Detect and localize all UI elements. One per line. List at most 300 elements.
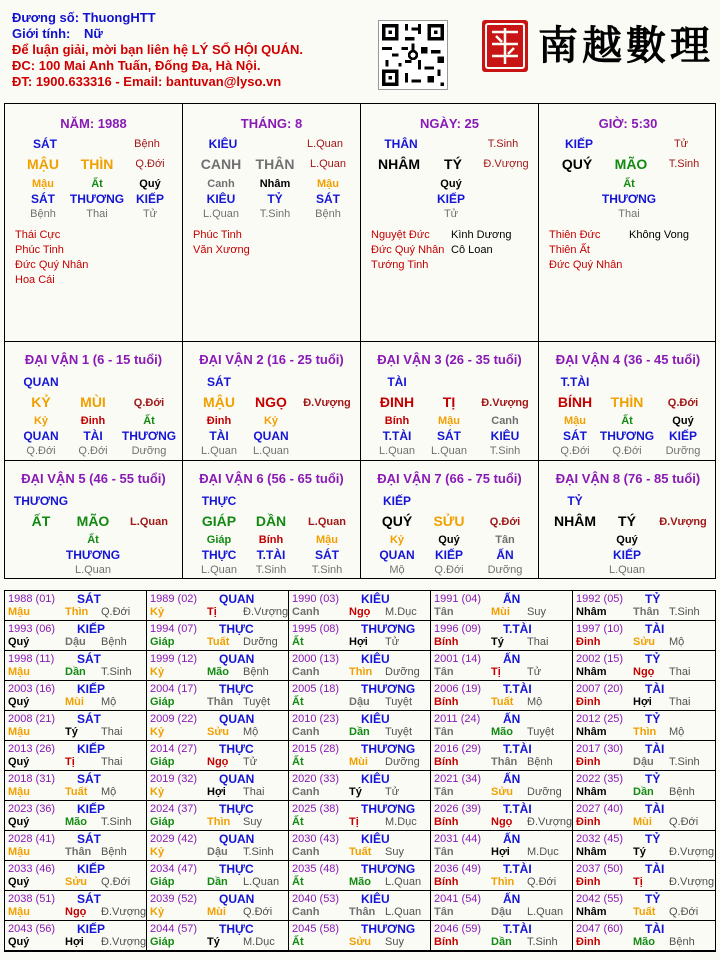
star-item: Đức Quý Nhân (15, 259, 89, 271)
year-chi: Tý (207, 936, 220, 948)
year-life: M.Dục (385, 606, 417, 618)
year-god: THỰC (219, 862, 254, 876)
year-god: T.TÀI (503, 862, 532, 876)
dai-van-title: ĐẠI VẬN 5 (46 - 55 tuổi) (21, 471, 166, 486)
year-can: Canh (292, 906, 320, 918)
dai-van-title: ĐẠI VẬN 1 (6 - 15 tuổi) (24, 352, 163, 367)
year-chi: Dần (65, 666, 86, 678)
hidden-god: QUAN (253, 429, 289, 443)
hidden-can: Canh (207, 178, 235, 190)
hidden-life: L.Quan (200, 564, 238, 576)
dai-van-god: QUAN (23, 375, 59, 389)
year-cell (5, 651, 147, 681)
year-cell (573, 621, 715, 651)
year-life: Mộ (243, 726, 259, 738)
year-cell (289, 681, 431, 711)
year-chi: Thìn (491, 876, 515, 888)
hidden-can: Đinh (80, 415, 106, 427)
year-god: KIẾP (77, 922, 106, 936)
dai-van-chi: DẦN (255, 513, 287, 529)
year-life: Đ.Vượng (101, 936, 147, 948)
hidden-god: T.TÀI (382, 429, 412, 443)
hidden-god: THƯƠNG (69, 192, 125, 206)
year-life: Thai (669, 696, 691, 708)
hidden-can: Mậu (32, 178, 54, 190)
year-chi: Thân (349, 906, 376, 918)
pillar-chi: THÂN (255, 156, 295, 172)
year-life: Đ.Vượng (243, 606, 289, 618)
contact-line-2: ĐC: 100 Mai Anh Tuấn, Đống Đa, Hà Nội. (12, 58, 261, 73)
year-god: QUAN (219, 652, 255, 666)
year-god: ẤN (503, 772, 521, 786)
year-cell (431, 591, 573, 621)
year-label: 2023 (36) (8, 803, 56, 815)
year-god: ẤN (503, 652, 521, 666)
four-pillars (4, 103, 716, 342)
year-god: TỶ (645, 892, 661, 906)
year-cell (289, 891, 431, 921)
year-label: 2010 (23) (292, 713, 340, 725)
year-life: Q.Đới (243, 906, 273, 918)
hidden-god: KIẾP (436, 192, 466, 206)
year-god: ẤN (503, 832, 521, 846)
year-cell (147, 591, 289, 621)
star-item: Không Vong (629, 229, 689, 241)
year-chi: Tuất (633, 906, 656, 918)
hidden-god: KIÊU (490, 429, 520, 443)
year-life: Mộ (527, 696, 543, 708)
year-life: Mộ (101, 696, 117, 708)
year-god: TÀI (645, 862, 665, 876)
year-life: Bệnh (243, 666, 269, 678)
year-can: Đinh (576, 696, 601, 708)
year-god: KIÊU (361, 892, 390, 906)
year-label: 2013 (26) (8, 743, 56, 755)
pillar-top-life: Bệnh (134, 138, 160, 150)
year-chi: Sửu (349, 936, 372, 948)
year-can: Mậu (8, 846, 30, 858)
year-chi: Mùi (633, 816, 652, 828)
hidden-life: Thai (618, 208, 640, 220)
year-label: 2047 (60) (576, 923, 624, 935)
year-god: ẤN (503, 712, 521, 726)
dai-van-life: Đ.Vượng (481, 397, 529, 409)
hidden-can: Kỷ (263, 415, 279, 427)
year-chi: Thìn (207, 816, 231, 828)
year-chi: Dần (633, 786, 654, 798)
year-cell (431, 831, 573, 861)
hidden-life: L.Quan (202, 208, 240, 220)
stars-left (193, 228, 250, 258)
year-can: Đinh (576, 636, 601, 648)
hidden-can: Quý (672, 415, 694, 427)
year-life: Thai (527, 636, 549, 648)
year-cell (5, 801, 147, 831)
year-can: Bính (434, 756, 459, 768)
dai-van-life: Đ.Vượng (659, 516, 707, 528)
dai-van-5 (5, 461, 183, 579)
year-god: THỰC (219, 622, 254, 636)
year-god: THỰC (219, 682, 254, 696)
dai-van-god: TỶ (567, 494, 583, 508)
hidden-god: THỰC (201, 548, 237, 562)
year-label: 2018 (31) (8, 773, 56, 785)
year-god: THƯƠNG (361, 742, 416, 756)
year-chi: Hợi (207, 786, 226, 798)
year-chi: Tuất (207, 636, 230, 648)
dai-van-chi: TỊ (442, 394, 456, 410)
year-label: 2027 (40) (576, 803, 624, 815)
pillar-title: NGÀY: 25 (420, 116, 479, 131)
pillar-top-life: T.Sinh (487, 138, 519, 150)
hidden-life: Bệnh (30, 208, 56, 220)
year-life: Đ.Vượng (527, 816, 573, 828)
year-life: Tuyệt (385, 696, 413, 708)
year-god: SÁT (77, 592, 101, 606)
gender-value: Nữ (83, 26, 103, 41)
year-god: T.TÀI (503, 742, 532, 756)
dai-van-title: ĐẠI VẬN 7 (66 - 75 tuổi) (377, 471, 522, 486)
year-can: Tân (434, 606, 454, 618)
year-chi: Mùi (349, 756, 368, 768)
year-can: Mậu (8, 606, 30, 618)
year-cell (5, 861, 147, 891)
hidden-life: L.Quan (200, 445, 238, 457)
hidden-god: KIẾP (135, 192, 165, 206)
year-god: TÀI (645, 802, 665, 816)
year-label: 2045 (58) (292, 923, 340, 935)
year-chi: Mão (65, 816, 87, 828)
hidden-can: Mậu (317, 178, 339, 190)
pillar-title: NĂM: 1988 (60, 116, 127, 131)
year-life: L.Quan (385, 906, 422, 918)
year-label: 2015 (28) (292, 743, 340, 755)
star-item: Thái Cực (15, 229, 61, 241)
year-label: 2039 (52) (150, 893, 198, 905)
star-item: Tướng Tinh (371, 259, 429, 271)
hidden-life: Q.Đới (26, 445, 56, 457)
year-chi: Tuất (491, 696, 514, 708)
year-cell (147, 711, 289, 741)
dai-van-chi: TÝ (618, 513, 636, 529)
year-cell (431, 771, 573, 801)
year-chi: Mùi (65, 696, 84, 708)
pillar-chi-life: Đ.Vượng (483, 158, 529, 170)
year-chi: Tuất (65, 786, 88, 798)
year-cell (5, 771, 147, 801)
hidden-can: Ất (623, 178, 635, 190)
year-label: 2022 (35) (576, 773, 624, 785)
year-chi: Ngọ (349, 606, 371, 618)
year-cell (573, 651, 715, 681)
dai-van-can: ĐINH (379, 394, 415, 410)
hidden-life: Q.Đới (612, 445, 642, 457)
year-can: Mậu (8, 726, 30, 738)
year-can: Đinh (576, 816, 601, 828)
year-god: KIÊU (361, 652, 390, 666)
year-chi: Dậu (349, 696, 370, 708)
year-god: TÀI (645, 742, 665, 756)
gender-line (12, 26, 352, 42)
year-can: Canh (292, 726, 320, 738)
year-cell (5, 591, 147, 621)
dai-van-god: T.TÀI (560, 375, 590, 389)
year-chi: Thân (491, 756, 518, 768)
year-chi: Tý (65, 726, 78, 738)
year-can: Quý (8, 636, 30, 648)
year-cell (431, 741, 573, 771)
dai-van-life: L.Quan (130, 516, 168, 528)
pillar-chi: TÝ (444, 156, 462, 172)
pillar-chi-life: T.Sinh (668, 158, 700, 170)
year-can: Giáp (150, 756, 175, 768)
year-cell (573, 891, 715, 921)
year-chi: Thìn (633, 726, 657, 738)
year-chi: Mão (349, 876, 371, 888)
year-can: Bính (434, 816, 459, 828)
year-god: KIẾP (77, 802, 106, 816)
year-label: 2036 (49) (434, 863, 482, 875)
hidden-life: Dưỡng (131, 445, 167, 457)
year-label: 2020 (33) (292, 773, 340, 785)
year-label: 2032 (45) (576, 833, 624, 845)
pillar-can: MẬU (27, 156, 59, 172)
year-chi: Tị (65, 756, 75, 768)
year-cell (147, 921, 289, 951)
year-label: 1996 (09) (434, 623, 482, 635)
year-cell (5, 921, 147, 951)
hidden-can: Quý (616, 534, 638, 546)
year-cell (5, 621, 147, 651)
year-chi: Mùi (207, 906, 226, 918)
year-life: L.Quan (385, 876, 422, 888)
hidden-life: Dưỡng (487, 564, 523, 576)
dai-van-life: Q.Đới (133, 397, 165, 409)
year-label: 2008 (21) (8, 713, 56, 725)
year-can: Ất (292, 816, 304, 828)
year-label: 2009 (22) (150, 713, 198, 725)
star-item: Thiên Ất (549, 244, 590, 256)
year-can: Quý (8, 876, 30, 888)
year-cell (5, 891, 147, 921)
year-label: 1999 (12) (150, 653, 198, 665)
dai-van-row-2 (4, 460, 716, 579)
year-god: TÀI (645, 682, 665, 696)
year-chi: Mão (207, 666, 229, 678)
year-can: Giáp (150, 816, 175, 828)
year-god: THƯƠNG (361, 682, 416, 696)
hidden-god: SÁT (563, 429, 587, 443)
year-label: 2003 (16) (8, 683, 56, 695)
year-label: 1989 (02) (150, 593, 198, 605)
hidden-can: Kỷ (33, 415, 49, 427)
hidden-god: SÁT (437, 429, 461, 443)
hidden-god: TÀI (83, 429, 103, 443)
year-god: TỶ (645, 592, 661, 606)
dai-van-life: Q.Đới (667, 397, 699, 409)
year-label: 2044 (57) (150, 923, 198, 935)
year-god: SÁT (77, 652, 101, 666)
hidden-can: Quý (139, 178, 161, 190)
star-item: Cô Loan (451, 244, 493, 256)
year-cell (147, 771, 289, 801)
year-cell (431, 801, 573, 831)
year-cell (5, 711, 147, 741)
year-cell (431, 681, 573, 711)
pillar-can: QUÝ (561, 156, 593, 172)
year-can: Ất (292, 936, 304, 948)
pillar-can: CANH (200, 156, 242, 172)
year-can: Tân (434, 726, 454, 738)
year-life: M.Dục (527, 846, 559, 858)
stars-left (15, 228, 88, 288)
year-chi: Tý (491, 636, 504, 648)
year-can: Nhâm (576, 906, 607, 918)
year-life: Suy (527, 606, 546, 618)
hidden-god: QUAN (23, 429, 59, 443)
year-chi: Thân (633, 606, 660, 618)
hidden-god: THƯƠNG (599, 429, 655, 443)
star-item: Nguyệt Đức (371, 229, 430, 241)
year-life: Dưỡng (243, 636, 278, 648)
year-cell (431, 651, 573, 681)
pillar-chi-life: L.Quan (309, 158, 347, 170)
year-life: Thai (101, 756, 123, 768)
brand-title: 南越數理 (538, 22, 714, 69)
year-cell (573, 741, 715, 771)
year-life: M.Dục (385, 816, 417, 828)
gender-label: Giới tính: (12, 26, 71, 41)
year-cell (573, 681, 715, 711)
year-label: 2046 (59) (434, 923, 482, 935)
year-can: Tân (434, 846, 454, 858)
pillar-title: THÁNG: 8 (240, 116, 303, 131)
year-cell (573, 711, 715, 741)
year-god: THỰC (219, 922, 254, 936)
year-can: Giáp (150, 876, 175, 888)
year-label: 2016 (29) (434, 743, 482, 755)
year-chi: Mão (633, 936, 655, 948)
year-can: Tân (434, 786, 454, 798)
year-can: Nhâm (576, 666, 607, 678)
dai-van-1 (5, 342, 183, 460)
hidden-life: L.Quan (378, 445, 416, 457)
year-label: 2034 (47) (150, 863, 198, 875)
year-cell (573, 591, 715, 621)
dai-van-god: THƯƠNG (13, 494, 69, 508)
year-label: 2042 (55) (576, 893, 624, 905)
year-label: 1992 (05) (576, 593, 624, 605)
contact-line-3: ĐT: 1900.633316 - Email: bantuvan@lyso.vn (12, 74, 282, 89)
year-life: Tử (243, 756, 258, 768)
dai-van-chi: MÃO (76, 513, 110, 529)
year-life: Tuyệt (385, 726, 413, 738)
year-cell (147, 741, 289, 771)
star-item: Đức Quý Nhân (371, 244, 445, 256)
year-can: Kỷ (150, 786, 165, 798)
year-life: Q.Đới (101, 606, 131, 618)
year-god: KIẾP (77, 862, 106, 876)
year-can: Ất (292, 756, 304, 768)
dai-van-can: GIÁP (201, 513, 237, 529)
qr-code[interactable] (378, 20, 448, 90)
year-god: TỶ (645, 712, 661, 726)
year-god: SÁT (77, 712, 101, 726)
dai-van-can: KỶ (31, 394, 51, 410)
year-chi: Tị (491, 666, 501, 678)
year-chi: Mùi (491, 606, 510, 618)
year-god: T.TÀI (503, 922, 532, 936)
year-label: 2038 (51) (8, 893, 56, 905)
hidden-life: Q.Đới (560, 445, 590, 457)
year-can: Bính (434, 696, 459, 708)
hidden-life: L.Quan (430, 445, 468, 457)
year-god: TỶ (645, 832, 661, 846)
year-can: Đinh (576, 936, 601, 948)
year-cell (573, 921, 715, 951)
year-can: Ất (292, 876, 304, 888)
star-item: Phúc Tinh (193, 229, 242, 241)
year-chi: Dậu (65, 636, 86, 648)
year-life: T.Sinh (669, 606, 700, 618)
year-can: Nhâm (576, 786, 607, 798)
year-cell (573, 861, 715, 891)
hidden-life: Q.Đới (78, 445, 108, 457)
hidden-life: T.Sinh (259, 208, 291, 220)
hidden-god: TÀI (209, 429, 229, 443)
year-can: Giáp (150, 936, 175, 948)
year-life: Suy (385, 936, 404, 948)
year-label: 2005 (18) (292, 683, 340, 695)
dai-van-2 (183, 342, 361, 460)
year-life: Suy (243, 816, 262, 828)
year-cell (573, 801, 715, 831)
year-can: Quý (8, 756, 30, 768)
stars-left (549, 228, 622, 273)
year-cell (289, 921, 431, 951)
year-god: THƯƠNG (361, 862, 416, 876)
year-god: SÁT (77, 892, 101, 906)
dai-van-can: NHÂM (554, 513, 596, 529)
year-cell (5, 741, 147, 771)
hidden-can: Đinh (206, 415, 232, 427)
year-can: Đinh (576, 876, 601, 888)
pillar-3 (539, 104, 717, 341)
pillar-0 (5, 104, 183, 341)
person-name: ThuongHTT (82, 10, 156, 25)
year-chi: Sửu (491, 786, 514, 798)
year-god: T.TÀI (503, 622, 532, 636)
year-cell (289, 651, 431, 681)
dai-van-8 (539, 461, 717, 579)
year-god: THƯƠNG (361, 622, 416, 636)
year-can: Mậu (8, 786, 30, 798)
year-label: 2017 (30) (576, 743, 624, 755)
year-can: Canh (292, 846, 320, 858)
dai-van-life: Q.Đới (489, 516, 521, 528)
year-label: 1997 (10) (576, 623, 624, 635)
hidden-life: L.Quan (252, 445, 290, 457)
dai-van-title: ĐẠI VẬN 8 (76 - 85 tuổi) (555, 471, 701, 486)
hidden-god: SÁT (316, 192, 340, 206)
dai-van-chi: THÌN (610, 394, 644, 410)
year-cell (147, 651, 289, 681)
year-can: Quý (8, 696, 30, 708)
year-cell (5, 681, 147, 711)
hidden-god: SÁT (315, 548, 339, 562)
year-cell (147, 891, 289, 921)
year-label: 2040 (53) (292, 893, 340, 905)
